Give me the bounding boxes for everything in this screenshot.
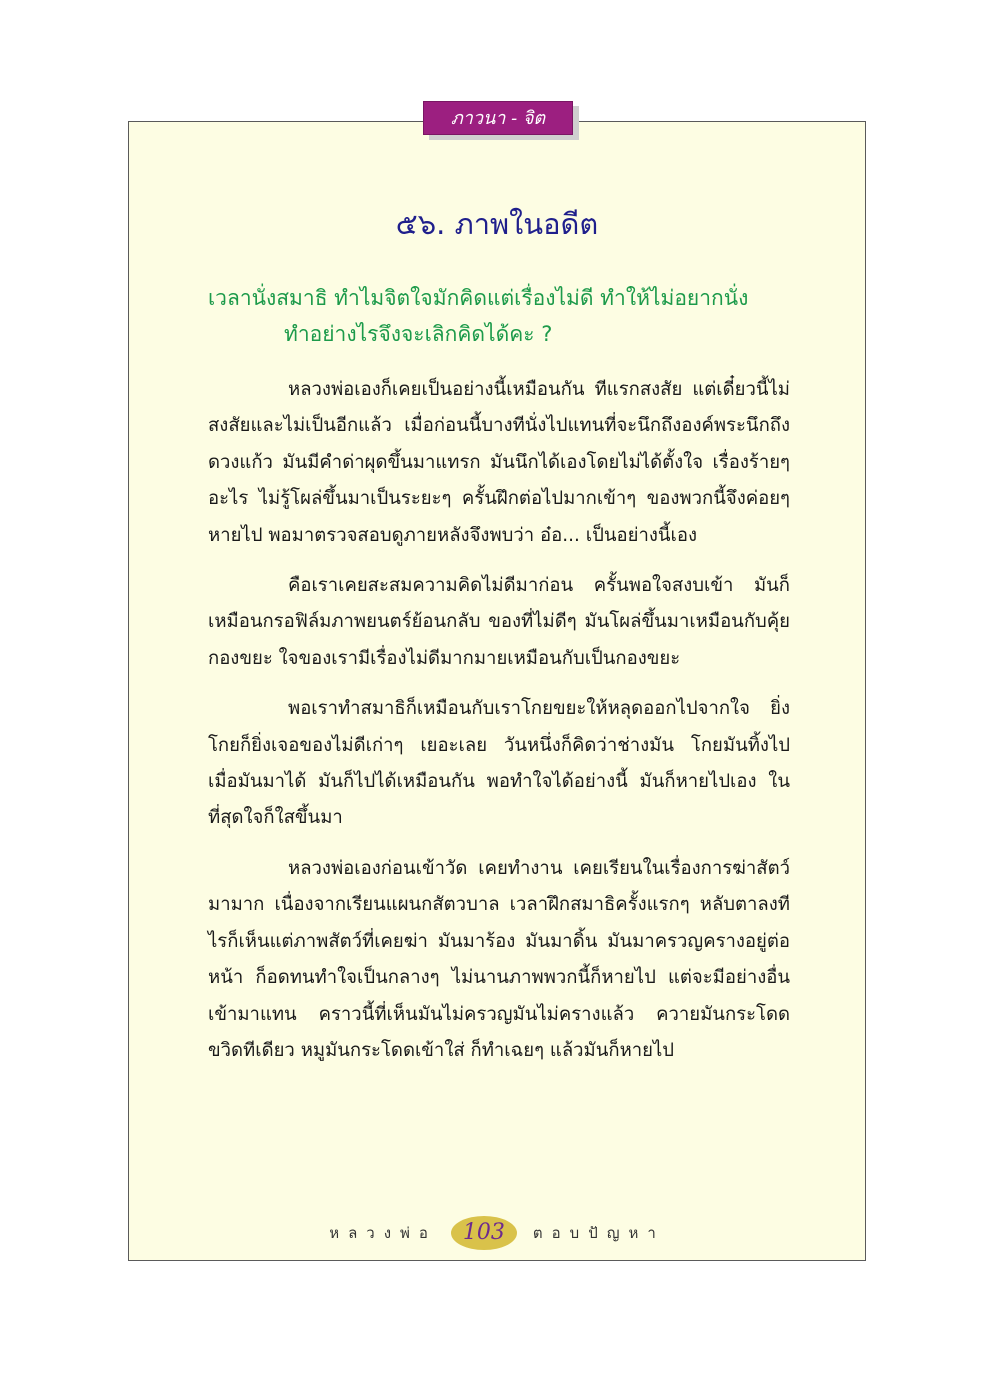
page-footer [128,1214,866,1252]
question-block [208,280,808,352]
answer-paragraph-1: หลวงพ่อเองก็เคยเป็นอย่างนี้เหมือนกัน ทีแรกสงสัย แต่เดี๋ยวนี้ไม่สงสัยและไม่เป็นอีกแล้ว เมื่อก่อนนี้บางทีนั่งไปแทนที่จะนึกถึงองค์พระนึกถึงดวงแก้ว มันมีคำด่าผุดขึ้นมาแทรก มันนึกได้เองโดยไม่ได้ตั้งใจ เรื่องร้ายๆ อะไร ไม่รู้โผล่ขึ้นมาเป็นระยะๆ ครั้นฝึกต่อไปมากเข้าๆ ของพวกนี้จึงค่อยๆ หายไป พอมาตรวจสอบดูภายหลังจึงพบว่า อ๋อ... เป็นอย่างนี้เอง [208,379,790,546]
section-tab: ภาวนา - จิต [423,101,573,135]
page-number-badge: 103 [451,1216,517,1250]
answer-body [208,372,790,1083]
question-line-1: เวลานั่งสมาธิ ทำไมจิตใจมักคิดแต่เรื่องไม่ดี ทำให้ไม่อยากนั่ง [208,286,749,310]
answer-paragraph-3: พอเราทำสมาธิก็เหมือนกับเราโกยขยะให้หลุดออกไปจากใจ ยิ่งโกยก็ยิ่งเจอของไม่ดีเก่าๆ เยอะเลย วันหนึ่งก็คิดว่าช่างมัน โกยมันทิ้งไป เมื่อมันมาได้ มันก็ไปได้เหมือนกัน พอทำใจได้อย่างนี้ มันก็หายไปเอง ในที่สุดใจก็ใสขึ้นมา [208,698,790,829]
footer-book-title-right: ตอบปัญหา [532,1224,665,1242]
chapter-title: ๕๖. ภาพในอดีต [395,207,599,241]
question-line-2: ทำอย่างไรจึงจะเลิกคิดได้คะ ? [284,322,553,346]
answer-paragraph-2: คือเราเคยสะสมความคิดไม่ดีมาก่อน ครั้นพอใจสงบเข้า มันก็เหมือนกรอฟิล์มภาพยนตร์ย้อนกลับ ของที่ไม่ดีๆ มันโผล่ขึ้นมาเหมือนกับคุ้ยกองขยะ ใจของเรามีเรื่องไม่ดีมากมายเหมือนกับเป็นกองขยะ [208,575,790,669]
footer-book-title-left: หลวงพ่อ [329,1224,437,1242]
answer-paragraph-4: หลวงพ่อเองก่อนเข้าวัด เคยทำงาน เคยเรียนในเรื่องการฆ่าสัตว์มามาก เนื่องจากเรียนแผนกสัตวบาล เวลาฝึกสมาธิครั้งแรกๆ หลับตาลงทีไรก็เห็นแต่ภาพสัตว์ที่เคยฆ่า มันมาร้อง มันมาดิ้น มันมาครวญครางอยู่ต่อหน้า ก็อดทนทำใจเป็นกลางๆ ไม่นานภาพพวกนี้ก็หายไป แต่จะมีอย่างอื่นเข้ามาแทน คราวนี้ที่เห็นมันไม่ครวญมันไม่ครางแล้ว ควายมันกระโดดขวิดทีเดียว หมูมันกระโดดเข้าใส่ ก็ทำเฉยๆ แล้วมันก็หายไป [208,857,790,1061]
